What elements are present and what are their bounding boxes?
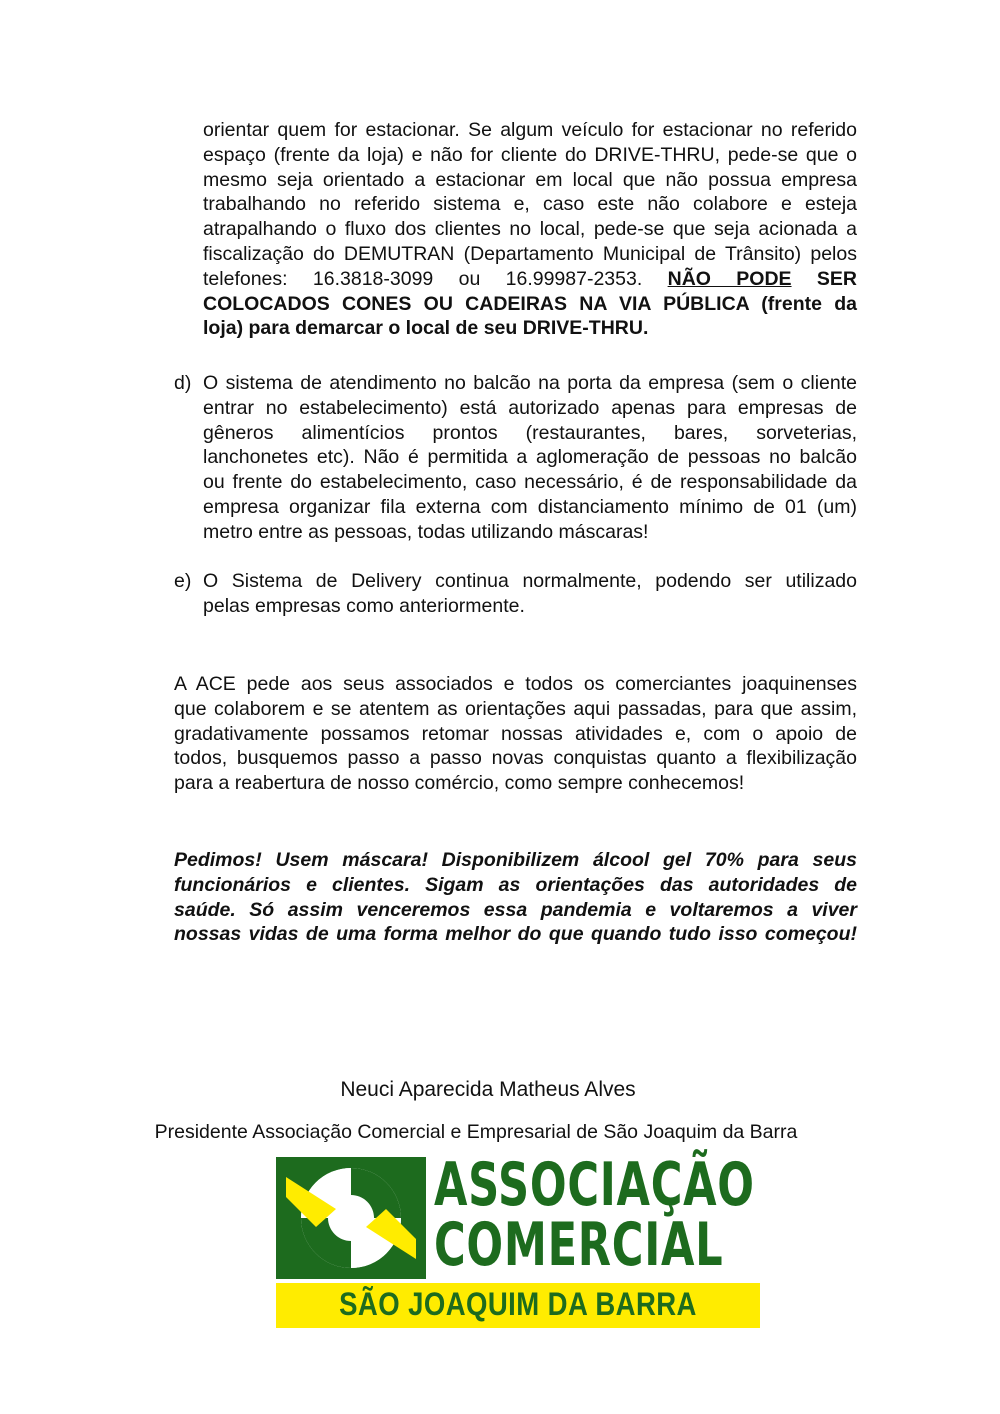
text-line: empresa organizar fila externa com distanciamento mínimo de 01 (um) bbox=[203, 495, 857, 518]
item-e-marker: e) bbox=[174, 570, 192, 592]
text-line: nossas vidas de uma forma melhor do que quando tudo isso começou! bbox=[174, 923, 857, 946]
text-line: metro entre as pessoas, todas utilizando máscaras! bbox=[203, 520, 649, 543]
text-line: O Sistema de Delivery continua normalmente, podendo ser utilizado bbox=[203, 570, 857, 592]
text-line: que colaborem e se atentem as orientações aqui passadas, para que assim, bbox=[174, 697, 857, 720]
item-e-text bbox=[203, 569, 857, 619]
text-line: lanchonetes etc). Não é permitida a aglomeração de pessoas no balcão bbox=[203, 446, 857, 469]
warning-line: loja) para demarcar o local de seu DRIVE-THRU. bbox=[203, 317, 649, 340]
text-line: funcionários e clientes. Sigam as orientações das autoridades de bbox=[174, 873, 857, 896]
text-line: orientar quem for estacionar. Se algum veículo for estacionar no referido bbox=[203, 119, 857, 141]
logo-subtitle: SÃO JOAQUIM DA BARRA bbox=[339, 1286, 697, 1322]
item-d-text bbox=[203, 371, 857, 545]
text-line: ou frente do estabelecimento, caso necessário, é de responsabilidade da bbox=[203, 471, 857, 494]
logo-line-1: ASSOCIAÇÃO bbox=[434, 1150, 755, 1220]
text-line: Pedimos! Usem máscara! Disponibilizem álcool gel 70% para seus bbox=[174, 849, 857, 871]
text-line: todos, busquemos passo a passo novas conquistas quanto a flexibilização bbox=[174, 747, 857, 770]
warning-line: COLOCADOS CONES OU CADEIRAS NA VIA PÚBLICA (frente da bbox=[203, 292, 857, 315]
warning-underlined: NÃO PODE bbox=[667, 267, 792, 290]
text-line: gradativamente possamos retomar nossas atividades e, com o apoio de bbox=[174, 722, 857, 745]
item-c-text bbox=[203, 118, 857, 341]
aperture-emblem bbox=[276, 1157, 426, 1279]
phones-line bbox=[203, 267, 857, 292]
text-line: saúde. Só assim venceremos essa pandemia e voltaremos a viver bbox=[174, 898, 857, 921]
text-line: mesmo seja orientado a estacionar em local que não possua empresa bbox=[203, 168, 857, 191]
item-d-marker: d) bbox=[174, 372, 192, 394]
text-line: para a reabertura de nosso comércio, como sempre conhecemos! bbox=[174, 772, 745, 795]
text-line: atrapalhando o fluxo dos clientes no local, pede-se que seja acionada a bbox=[203, 218, 857, 241]
text-line: pelas empresas como anteriormente. bbox=[203, 594, 525, 617]
signature-role: Presidente Associação Comercial e Empresarial de São Joaquim da Barra bbox=[154, 1121, 798, 1143]
text-line: A ACE pede aos seus associados e todos os comerciantes joaquinenses bbox=[174, 673, 857, 695]
phones-text: telefones: 16.3818-3099 ou 16.99987-2353. bbox=[203, 267, 643, 290]
text-line: gêneros alimentícios prontos (restaurantes, bares, sorveterias, bbox=[203, 421, 857, 444]
closing-appeal bbox=[174, 848, 857, 947]
logo-line-2: COMERCIAL bbox=[434, 1210, 724, 1280]
ace-paragraph bbox=[174, 672, 857, 796]
text-line: O sistema de atendimento no balcão na porta da empresa (sem o cliente bbox=[203, 372, 857, 394]
warning-word: SER bbox=[816, 267, 857, 290]
signature-name: Neuci Aparecida Matheus Alves bbox=[340, 1078, 636, 1101]
text-line: entrar no estabelecimento) está autorizado apenas para empresas de bbox=[203, 396, 857, 419]
association-logo bbox=[276, 1150, 760, 1330]
text-line: fiscalização do DEMUTRAN (Departamento Municipal de Trânsito) pelos bbox=[203, 242, 857, 265]
text-line: trabalhando no referido sistema e, caso este não colabore e esteja bbox=[203, 193, 857, 216]
text-line: espaço (frente da loja) e não for cliente do DRIVE-THRU, pede-se que o bbox=[203, 143, 857, 166]
